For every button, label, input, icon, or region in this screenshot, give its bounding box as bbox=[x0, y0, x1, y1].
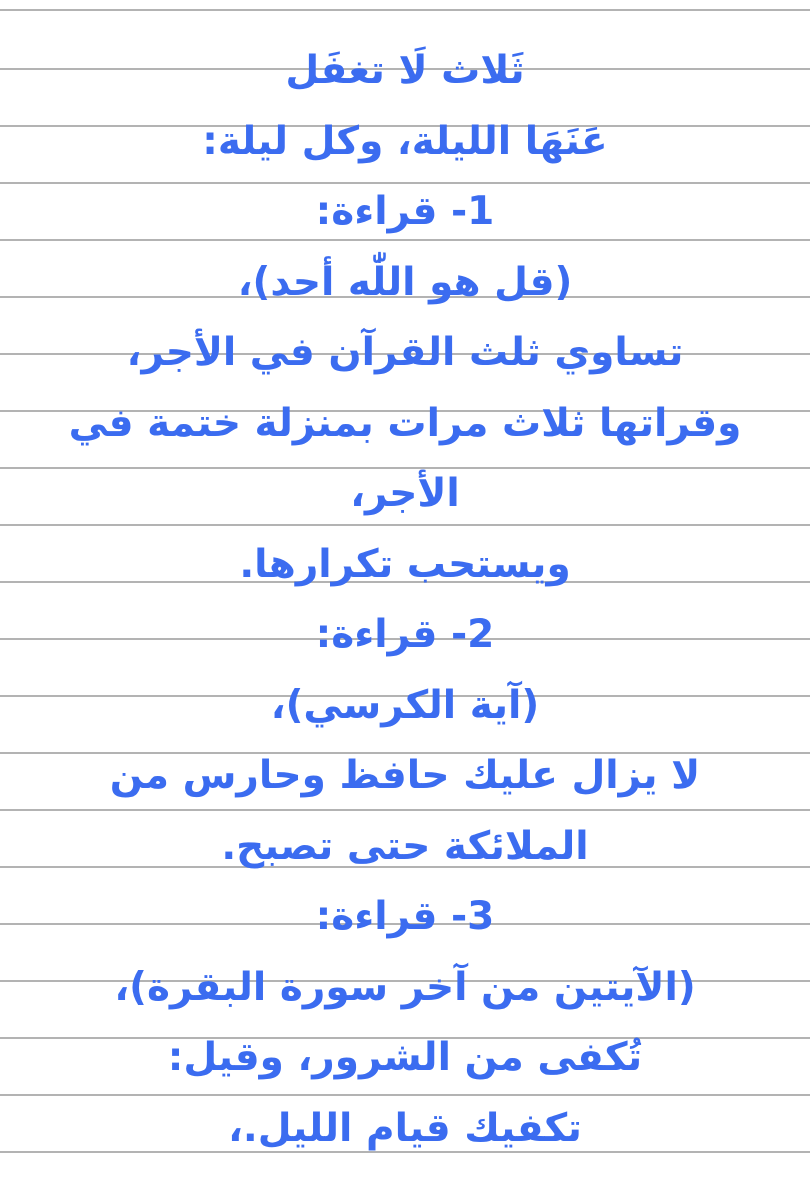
item-3-text-line: تكفيك قيام الليل.، bbox=[228, 1105, 582, 1151]
item-1-surah: (قل هو اللّٰه أحد)، bbox=[237, 259, 573, 305]
item-2-verse: (آية الكرسي)، bbox=[270, 682, 540, 728]
item-2-text-line: الملائكة حتى تصبح. bbox=[221, 823, 589, 869]
item-2-heading: 2- قراءة: bbox=[315, 612, 495, 657]
note-text bbox=[20, 36, 790, 1164]
item-3-text-line: تُكفى من الشرور، وقيل: bbox=[167, 1035, 643, 1080]
item-3-verses: (الآيتين من آخر سورة البقرة)، bbox=[114, 964, 696, 1010]
item-1-text-line: وقراتها ثلاث مرات بمنزلة ختمة في bbox=[68, 400, 742, 446]
item-1-heading: 1- قراءة: bbox=[315, 189, 495, 234]
note-title-line: ثَلاث لَا تغفَل bbox=[285, 48, 525, 93]
note-title-line: عَنَهَا الليلة، وكل ليلة: bbox=[202, 118, 608, 164]
item-1-text-line: الأجر، bbox=[350, 471, 460, 516]
item-3-heading: 3- قراءة: bbox=[315, 894, 495, 939]
item-1-text-line: تساوي ثلث القرآن في الأجر، bbox=[126, 330, 684, 375]
item-2-text-line: لا يزال عليك حافظ وحارس من bbox=[109, 753, 701, 798]
item-1-text-line: ويستحب تكرارها. bbox=[239, 541, 571, 587]
